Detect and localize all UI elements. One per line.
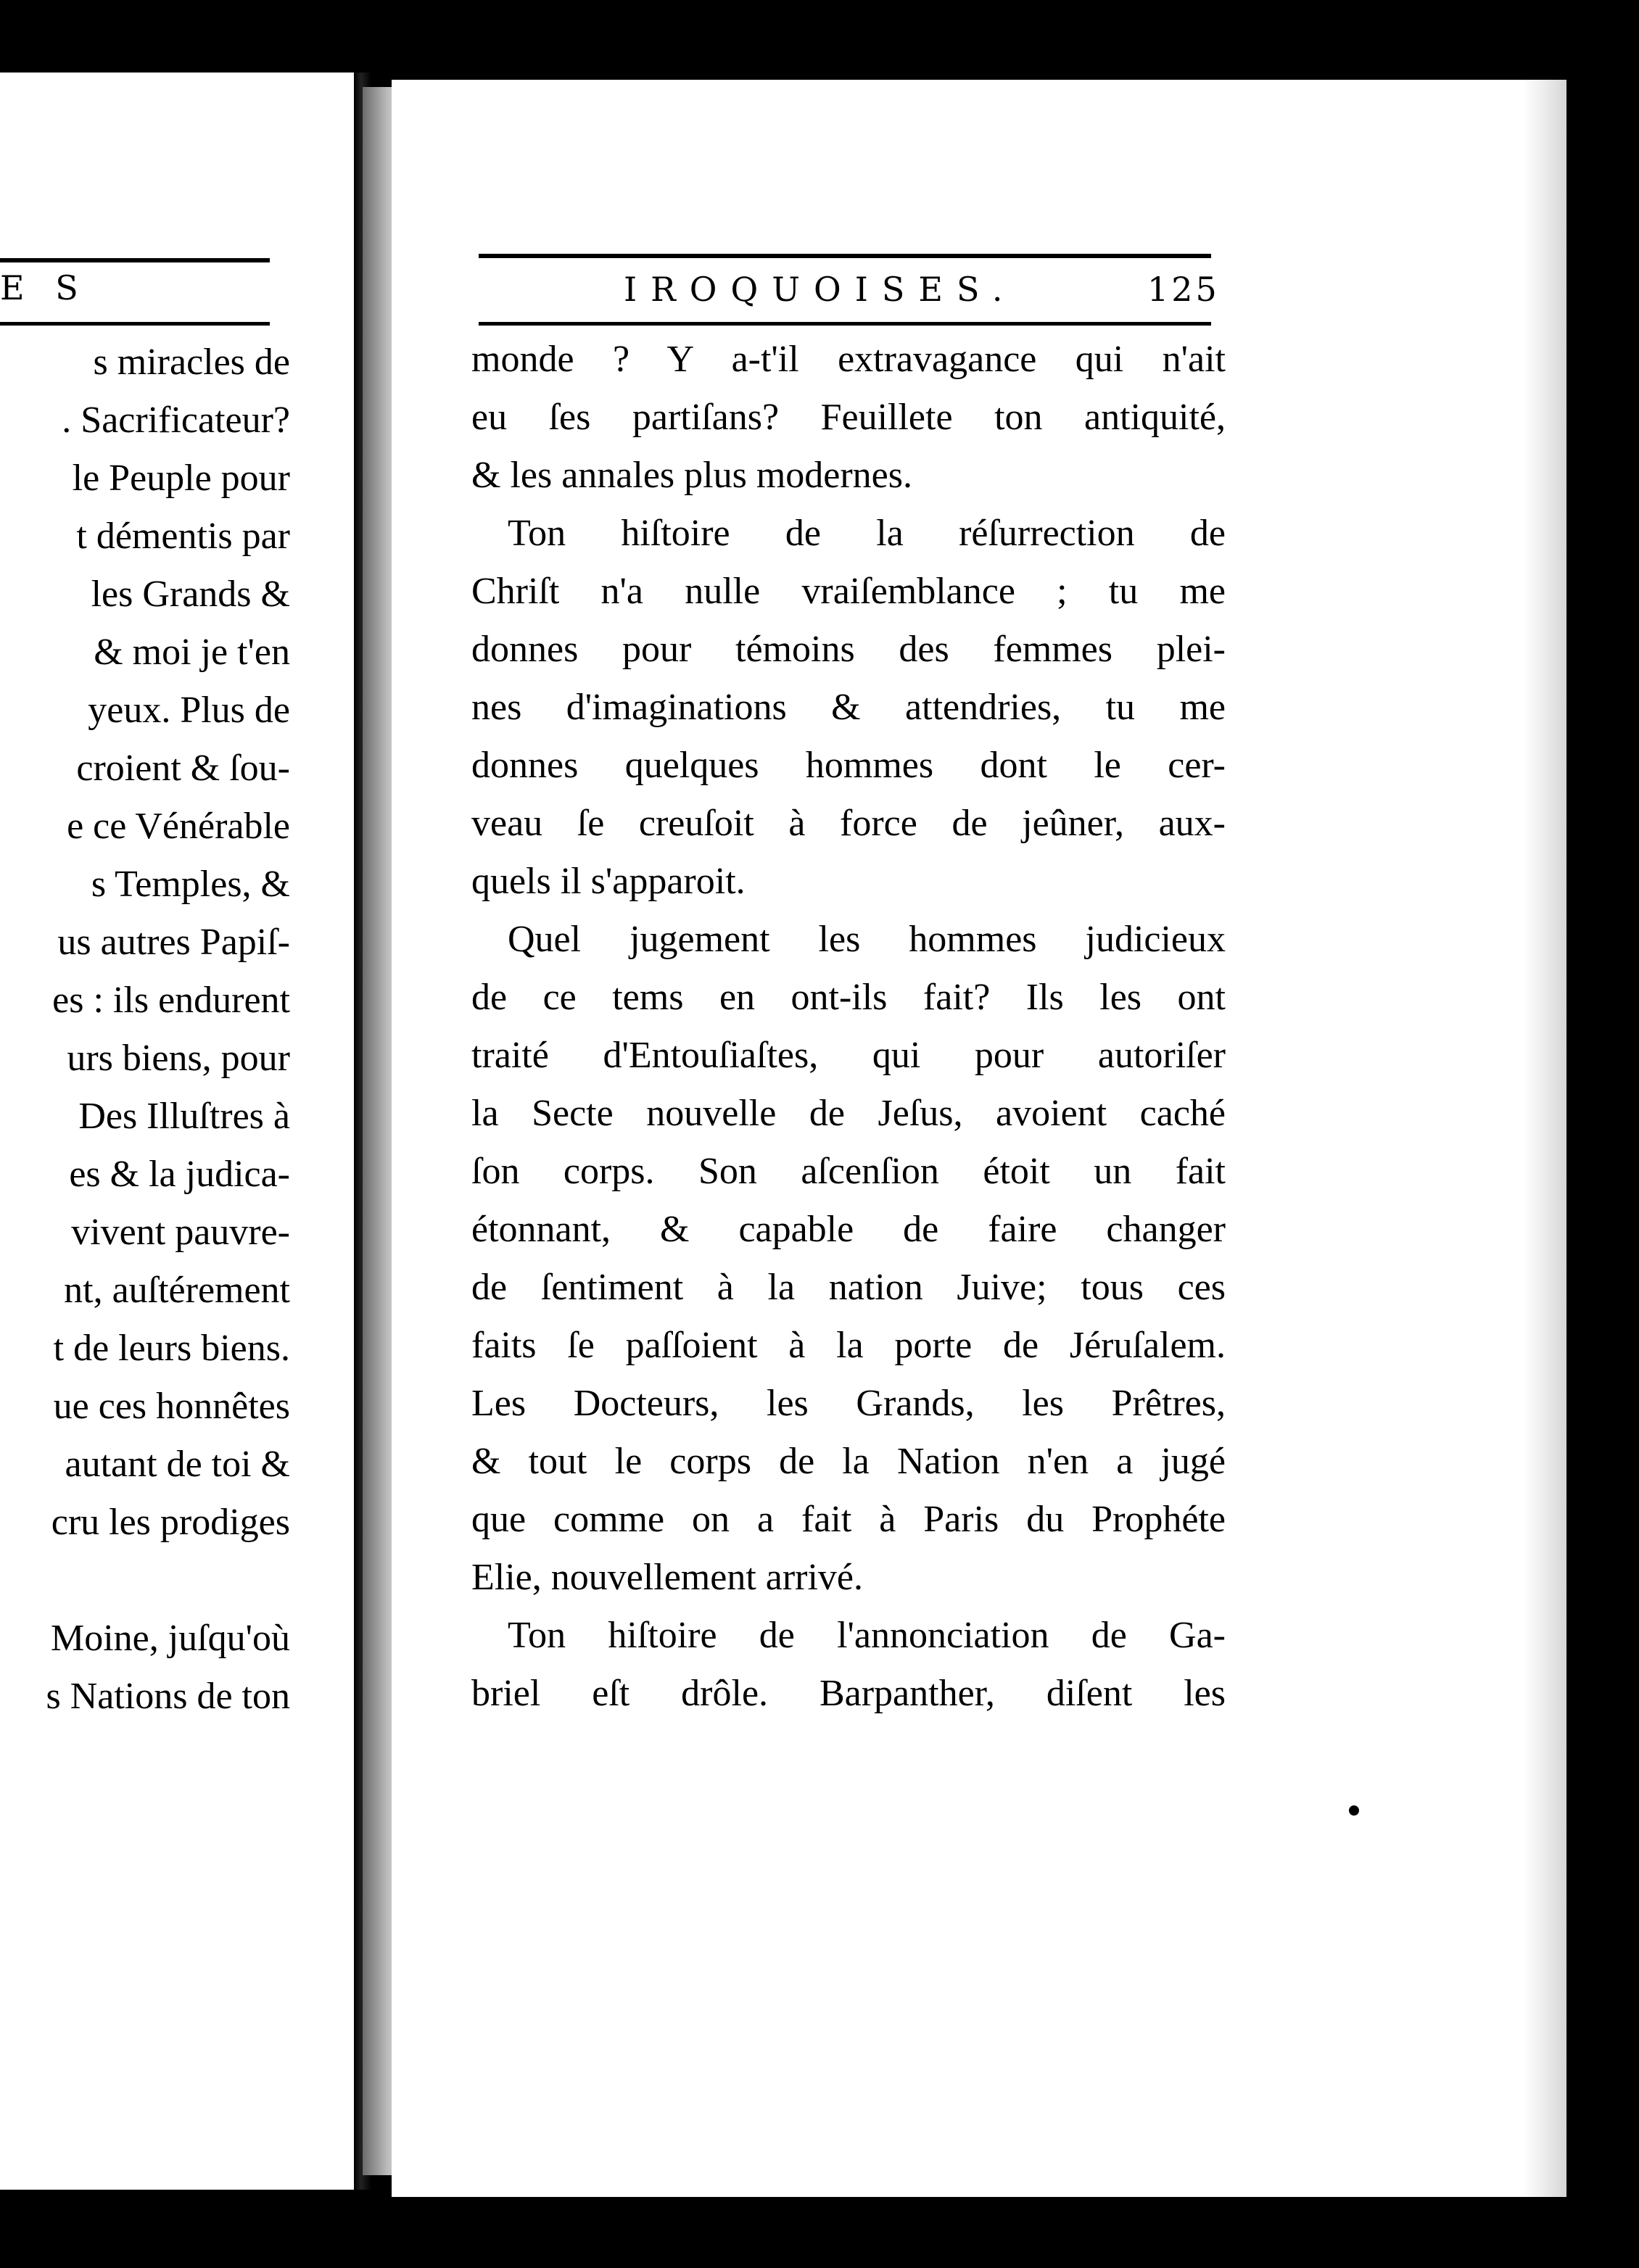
text-line: faits ſe paſſoient à la porte de Jéruſalem. [471, 1325, 1226, 1366]
text-line: Des Illuſtres à [78, 1096, 290, 1137]
text-line: us autres Papiſ- [57, 922, 290, 963]
text-line: quels il s'apparoit. [471, 861, 746, 902]
text-line: Elie, nouvellement arrivé. [471, 1557, 864, 1598]
text-line: ue ces honnêtes [53, 1386, 290, 1427]
text-line: ſon corps. Son aſcenſion étoit un fait [471, 1151, 1226, 1192]
text-line: Moine, juſqu'où [50, 1618, 290, 1659]
text-line: la Secte nouvelle de Jeſus, avoient caché [471, 1093, 1226, 1134]
text-line: veau ſe creuſoit à force de jeûner, aux- [471, 803, 1226, 844]
text-line: croient & ſou- [76, 748, 290, 789]
text-line: & les annales plus modernes. [471, 455, 912, 496]
text-line: Quel jugement les hommes judicieux [508, 919, 1226, 960]
text-line: Les Docteurs, les Grands, les Prêtres, [471, 1383, 1226, 1424]
text-line: es : ils endurent [52, 980, 290, 1021]
text-line: urs biens, pour [67, 1038, 290, 1079]
text-line: de ſentiment à la nation Juive; tous ces [471, 1267, 1226, 1308]
text-line: étonnant, & capable de faire changer [471, 1209, 1226, 1250]
text-line: autant de toi & [65, 1444, 290, 1485]
right-running-head: IROQUOISES. [624, 270, 1017, 309]
text-line: cru les prodiges [51, 1502, 290, 1543]
right-header-rule-top [479, 254, 1211, 258]
ink-speck [1349, 1805, 1359, 1816]
text-line: es & la judica- [69, 1154, 290, 1195]
text-line: les Grands & [91, 574, 290, 615]
text-line: eu ſes partiſans? Feuillete ton antiquité, [471, 397, 1226, 438]
text-line: le Peuple pour [72, 458, 290, 499]
right-page-text [471, 331, 1226, 1723]
text-line: s Nations de ton [46, 1676, 290, 1717]
text-line: monde ? Y a-t'il extravagance qui n'ait [471, 339, 1226, 380]
text-line: Ton hiſtoire de l'annonciation de Ga- [508, 1615, 1226, 1656]
text-line: nt, auſtérement [64, 1270, 290, 1311]
paragraph-gap [0, 1552, 290, 1610]
text-line: nes d'imaginations & attendries, tu me [471, 687, 1226, 728]
text-line: yeux. Plus de [88, 690, 290, 731]
left-page [0, 73, 354, 2190]
text-line: briel eſt drôle. Barpanther, diſent les [471, 1673, 1226, 1714]
text-line: donnes quelques hommes dont le cer- [471, 745, 1226, 786]
text-line: t de leurs biens. [53, 1328, 290, 1369]
text-line: e ce Vénérable [67, 806, 290, 847]
text-line: donnes pour témoins des femmes plei- [471, 629, 1226, 670]
text-line: s Temples, & [91, 864, 290, 905]
text-line: que comme on a fait à Paris du Prophéte [471, 1499, 1226, 1540]
left-running-head: E S [0, 268, 88, 307]
text-line: traité d'Entouſiaſtes, qui pour autoriſer [471, 1035, 1226, 1076]
text-line: vivent pauvre- [71, 1212, 290, 1253]
text-line: & tout le corps de la Nation n'en a jugé [471, 1441, 1226, 1482]
text-line: & moi je t'en [94, 632, 290, 673]
text-line: Ton hiſtoire de la réſurrection de [508, 513, 1226, 554]
text-line: de ce tems en ont-ils fait? Ils les ont [471, 977, 1226, 1018]
text-line: t démentis par [76, 516, 290, 557]
ink-speck [341, 55, 355, 70]
text-line: s miracles de [93, 342, 290, 383]
page-number: 125 [1147, 270, 1220, 309]
left-header-rule-bottom [0, 322, 270, 326]
left-page-text [0, 334, 290, 1726]
right-page [392, 80, 1566, 2197]
page-edge-shadow [1523, 80, 1566, 2197]
left-header-rule-top [0, 258, 270, 262]
text-line: Chriſt n'a nulle vraiſemblance ; tu me [471, 571, 1226, 612]
right-header-rule-bottom [479, 322, 1211, 326]
text-line: . Sacrificateur? [62, 400, 290, 441]
